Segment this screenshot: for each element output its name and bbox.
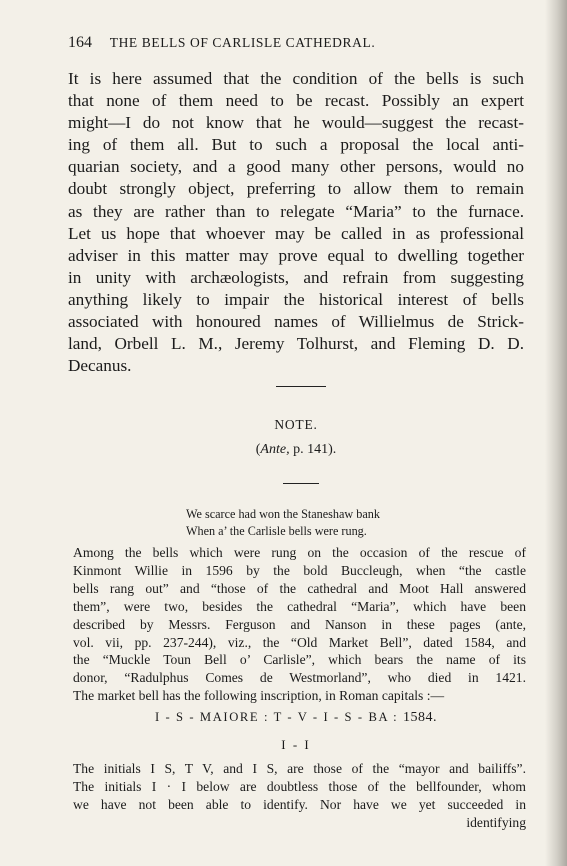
note-divider bbox=[283, 483, 319, 484]
text-line: that none of them need to be recast. Possibly an expert bbox=[68, 91, 524, 111]
closing-paragraph bbox=[73, 760, 526, 832]
text-line: the “Muckle Toun Bell o’ Carlisle”, which bears the name of its bbox=[73, 652, 526, 668]
text-line: described by Messrs. Ferguson and Nanson in these pages (ante, bbox=[73, 616, 526, 632]
text-line: vol. vii, pp. 237-244), viz., the “Old Market Bell”, dated 1584, and bbox=[73, 634, 526, 650]
text-line: Decanus. bbox=[68, 356, 132, 376]
text-line: might—I do not know that he would—suggest the recast- bbox=[68, 113, 524, 133]
text-line: land, Orbell L. M., Jeremy Tolhurst, and Fleming D. D. bbox=[68, 334, 524, 354]
running-header bbox=[68, 34, 538, 52]
text-line: doubt strongly object, preferring to allow them to remain bbox=[68, 179, 524, 199]
inscription-text: I - S - MAIORE : T - V - I - S - BA : bbox=[154, 710, 404, 724]
inscription-date: 1584. bbox=[403, 710, 438, 725]
text-line: anything likely to impair the historical interest of bells bbox=[68, 289, 524, 309]
text-line: adviser in this matter may prove equal to dwelling together bbox=[68, 245, 524, 265]
note-reference-rest: p. 141). bbox=[289, 442, 337, 457]
main-paragraph bbox=[68, 68, 524, 377]
text-line: The initials I S, T V, and I S, are those of the “mayor and bailiffs”. bbox=[73, 761, 526, 776]
text-line: Let us hope that whoever may be called in as professional bbox=[68, 223, 524, 243]
text-line: bells rang out” and “those of the cathedral and Moot Hall answered bbox=[73, 580, 526, 596]
note-reference: (Ante, p. 141). bbox=[255, 442, 337, 457]
text-line: we have not been able to identify. Nor have we yet succeeded in bbox=[73, 796, 526, 812]
section-divider bbox=[276, 386, 326, 387]
text-line: ing of them all. But to such a proposal the local anti- bbox=[68, 135, 524, 155]
running-title: THE BELLS OF CARLISLE CATHEDRAL. bbox=[109, 35, 376, 50]
verse-line: We scarce had won the Staneshaw bank bbox=[186, 507, 380, 521]
text-line: Among the bells which were rung on the occasion of the rescue of bbox=[73, 545, 526, 560]
verse-quote bbox=[186, 506, 380, 539]
text-line: The initials I · I below are doubtless those of the bellfounder, whom bbox=[73, 778, 526, 794]
text-line: quarian society, and a good many other persons, would no bbox=[68, 157, 524, 177]
bell-inscription bbox=[68, 710, 524, 726]
text-line: as they are rather than to relegate “Maria” to the furnace. bbox=[68, 201, 524, 221]
text-line: Kinmont Willie in 1596 by the bold Buccleugh, when “the castle bbox=[73, 562, 526, 578]
note-paragraph bbox=[73, 544, 526, 705]
text-line: associated with honoured names of Willielmus de Strick- bbox=[68, 312, 524, 332]
text-line: It is here assumed that the condition of the bells is such bbox=[68, 69, 524, 88]
text-line: donor, “Radulphus Comes de Westmorland”, who died in 1421. bbox=[73, 670, 526, 686]
text-line: in unity with archæologists, and refrain from suggesting bbox=[68, 267, 524, 287]
text-line: identifying bbox=[466, 814, 526, 830]
verse-line: When a’ the Carlisle bells were rung. bbox=[186, 523, 367, 538]
page-number: 164 bbox=[68, 34, 92, 51]
bellfounder-initials: I - I bbox=[281, 737, 311, 752]
page-gutter-shadow bbox=[545, 0, 567, 866]
text-line: them”, were two, besides the cathedral “Maria”, which have been bbox=[73, 598, 526, 614]
note-title: NOTE. bbox=[274, 417, 318, 432]
text-line: The market bell has the following inscription, in Roman capitals :— bbox=[73, 688, 445, 704]
note-reference-italic: Ante, bbox=[260, 442, 290, 457]
